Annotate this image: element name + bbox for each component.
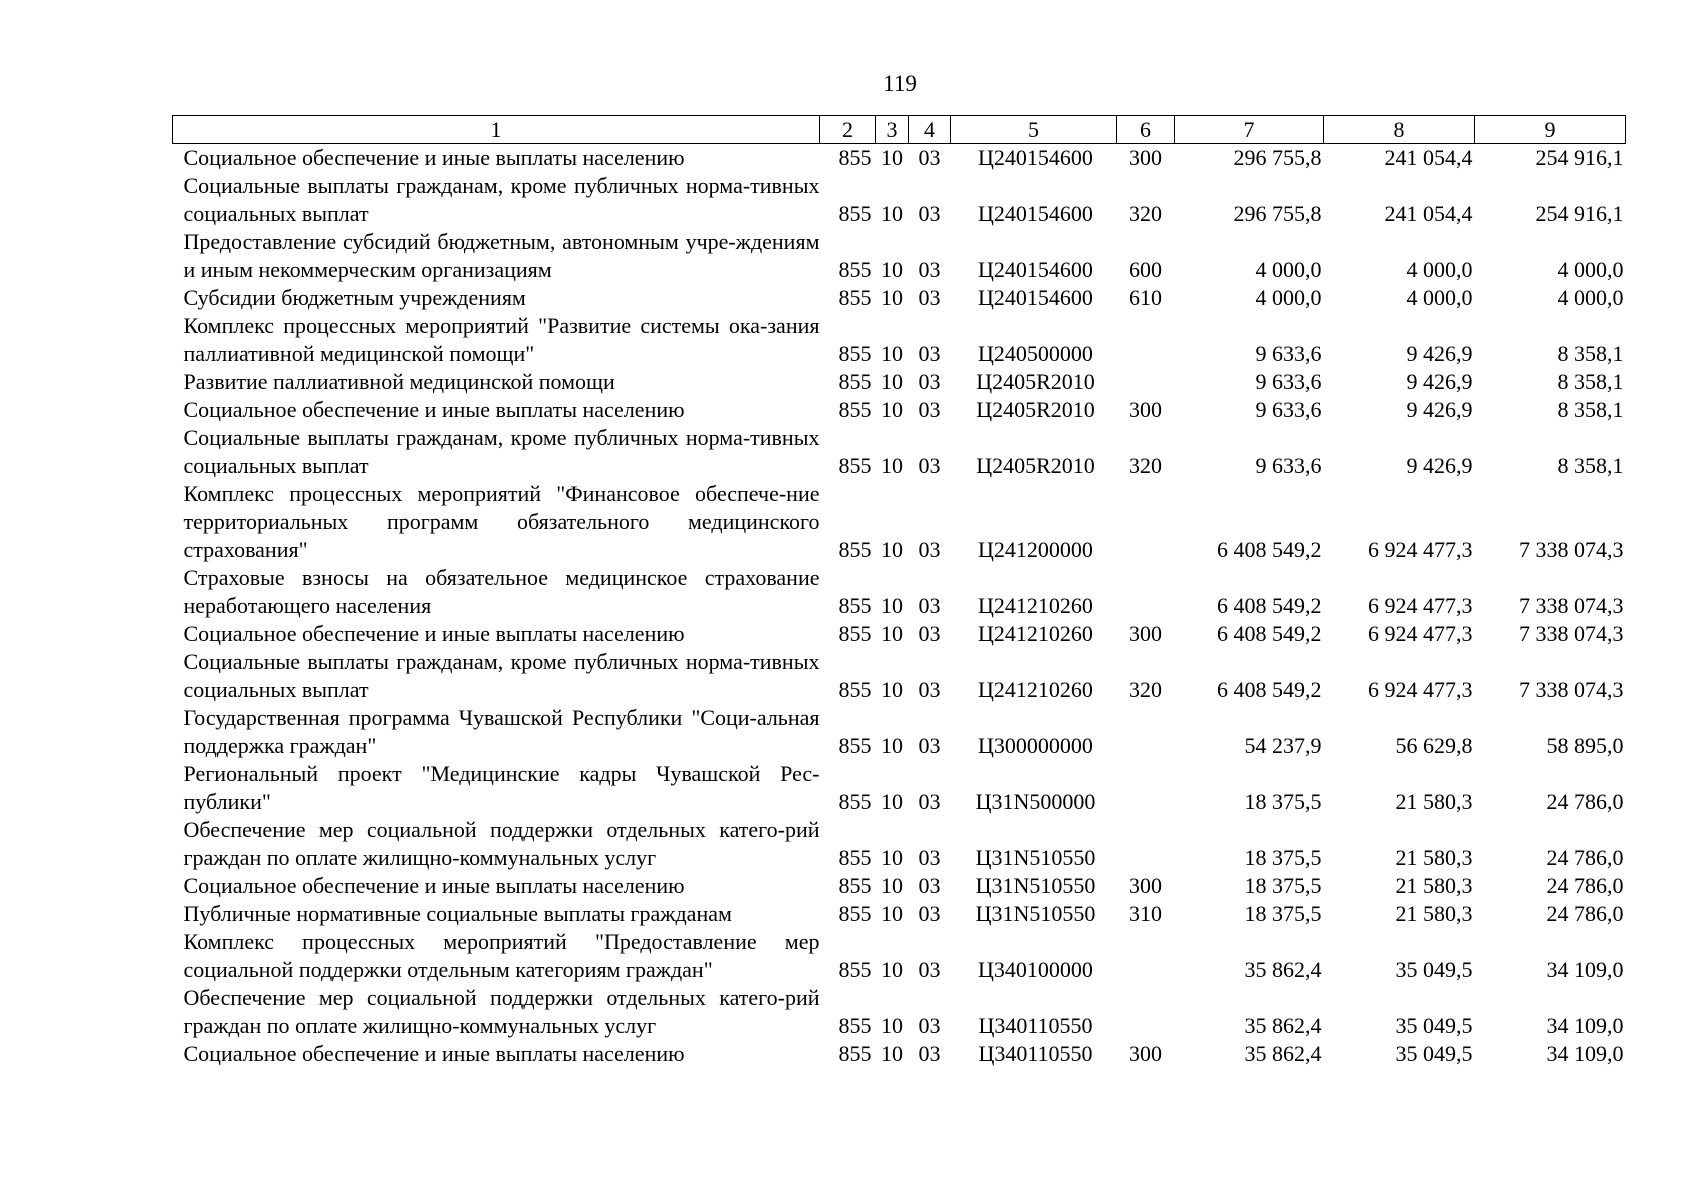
cell-amount-col9: 4 000,0 — [1557, 257, 1624, 282]
cell-expense-type: 300 — [1129, 873, 1162, 898]
column-header: 4 — [909, 116, 951, 144]
table-row — [173, 284, 1626, 312]
cell-amount-col8: 241 054,4 — [1384, 201, 1473, 226]
column-header: 6 — [1117, 116, 1175, 144]
cell-section-code: 10 — [881, 733, 903, 758]
cell-subsection-code: 03 — [918, 369, 941, 394]
cell-ministry-code: 855 — [838, 873, 872, 898]
cell-target-article: Ц31N510550 — [975, 873, 1096, 898]
cell-amount-col9: 7 338 074,3 — [1519, 593, 1624, 618]
cell-section-code: 10 — [881, 621, 903, 646]
table-row — [173, 984, 1626, 1040]
table-row — [173, 1040, 1626, 1068]
cell-amount-col7: 6 408 549,2 — [1217, 593, 1322, 618]
row-description: Государственная программа Чувашской Республики "Соци-альная поддержка граждан" — [183, 705, 820, 758]
row-description: Комплекс процессных мероприятий "Предоставление мер социальной поддержки отдельным категориям граждан" — [183, 929, 820, 982]
cell-amount-col8: 6 924 477,3 — [1368, 593, 1473, 618]
cell-subsection-code: 03 — [918, 285, 941, 310]
cell-section-code: 10 — [881, 901, 903, 926]
column-header: 9 — [1475, 116, 1626, 144]
cell-ministry-code: 855 — [838, 285, 872, 310]
table-row — [173, 648, 1626, 704]
cell-target-article: Ц240154600 — [978, 257, 1093, 282]
cell-ministry-code: 855 — [838, 593, 872, 618]
cell-ministry-code: 855 — [838, 845, 872, 870]
cell-amount-col8: 21 580,3 — [1395, 845, 1473, 870]
cell-target-article: Ц2405R2010 — [976, 369, 1095, 394]
page-number: 119 — [883, 71, 917, 96]
row-description: Социальное обеспечение и иные выплаты населению — [183, 873, 685, 898]
cell-amount-col7: 18 375,5 — [1244, 845, 1322, 870]
table-header — [173, 116, 1626, 144]
column-header: 2 — [820, 116, 876, 144]
cell-section-code: 10 — [881, 1041, 903, 1066]
cell-target-article: Ц241210260 — [978, 593, 1093, 618]
cell-amount-col8: 241 054,4 — [1384, 145, 1473, 170]
cell-amount-col9: 24 786,0 — [1546, 845, 1624, 870]
cell-amount-col7: 35 862,4 — [1244, 1041, 1322, 1066]
table-row — [173, 424, 1626, 480]
table-row — [173, 760, 1626, 816]
column-header: 7 — [1175, 116, 1324, 144]
cell-amount-col8: 4 000,0 — [1406, 285, 1473, 310]
cell-expense-type: 320 — [1129, 677, 1162, 702]
cell-amount-col8: 35 049,5 — [1395, 1041, 1473, 1066]
row-description: Обеспечение мер социальной поддержки отдельных катего-рий граждан по оплате жилищно-коммунальных услуг — [183, 817, 820, 870]
cell-target-article: Ц240154600 — [978, 145, 1093, 170]
cell-expense-type: 310 — [1129, 901, 1162, 926]
cell-section-code: 10 — [881, 845, 903, 870]
cell-subsection-code: 03 — [918, 733, 941, 758]
cell-ministry-code: 855 — [838, 257, 872, 282]
cell-amount-col8: 9 426,9 — [1406, 369, 1473, 394]
row-description: Региональный проект "Медицинские кадры Чувашской Рес-публики" — [183, 761, 820, 814]
cell-amount-col9: 7 338 074,3 — [1519, 537, 1624, 562]
cell-expense-type: 300 — [1129, 621, 1162, 646]
cell-subsection-code: 03 — [918, 621, 941, 646]
row-description: Страховые взносы на обязательное медицинское страхование неработающего населения — [183, 565, 820, 618]
cell-amount-col7: 9 633,6 — [1255, 341, 1322, 366]
cell-section-code: 10 — [881, 1013, 903, 1038]
cell-expense-type — [1117, 760, 1175, 816]
column-header: 8 — [1324, 116, 1475, 144]
cell-subsection-code: 03 — [918, 145, 941, 170]
table-row — [173, 396, 1626, 424]
row-description: Комплекс процессных мероприятий "Развитие системы ока-зания паллиативной медицинской помощи" — [183, 313, 820, 366]
cell-expense-type — [1117, 312, 1175, 368]
cell-amount-col7: 296 755,8 — [1233, 201, 1322, 226]
cell-target-article: Ц31N510550 — [975, 901, 1096, 926]
table-row — [173, 144, 1626, 173]
cell-target-article: Ц240154600 — [978, 285, 1093, 310]
cell-amount-col7: 18 375,5 — [1244, 901, 1322, 926]
cell-amount-col8: 9 426,9 — [1406, 341, 1473, 366]
cell-section-code: 10 — [881, 257, 903, 282]
cell-amount-col8: 56 629,8 — [1395, 733, 1473, 758]
cell-amount-col9: 58 895,0 — [1546, 733, 1624, 758]
table-row — [173, 228, 1626, 284]
cell-amount-col7: 35 862,4 — [1244, 1013, 1322, 1038]
cell-expense-type: 610 — [1129, 285, 1162, 310]
cell-ministry-code: 855 — [838, 1041, 872, 1066]
table-row — [173, 564, 1626, 620]
cell-section-code: 10 — [881, 873, 903, 898]
cell-section-code: 10 — [881, 369, 903, 394]
cell-amount-col8: 21 580,3 — [1395, 789, 1473, 814]
cell-ministry-code: 855 — [838, 369, 872, 394]
cell-ministry-code: 855 — [838, 537, 872, 562]
cell-amount-col9: 24 786,0 — [1546, 901, 1624, 926]
cell-amount-col9: 8 358,1 — [1557, 453, 1624, 478]
cell-section-code: 10 — [881, 397, 903, 422]
column-header: 1 — [173, 116, 820, 144]
cell-amount-col9: 24 786,0 — [1546, 873, 1624, 898]
cell-target-article: Ц240154600 — [978, 201, 1093, 226]
cell-amount-col9: 254 916,1 — [1535, 201, 1624, 226]
cell-amount-col7: 4 000,0 — [1255, 285, 1322, 310]
cell-subsection-code: 03 — [918, 957, 941, 982]
table-row — [173, 620, 1626, 648]
table-row — [173, 368, 1626, 396]
cell-amount-col9: 34 109,0 — [1546, 1041, 1624, 1066]
cell-section-code: 10 — [881, 285, 903, 310]
cell-section-code: 10 — [881, 145, 903, 170]
cell-amount-col9: 24 786,0 — [1546, 789, 1624, 814]
cell-section-code: 10 — [881, 201, 903, 226]
cell-ministry-code: 855 — [838, 341, 872, 366]
cell-target-article: Ц240500000 — [978, 341, 1093, 366]
cell-amount-col9: 8 358,1 — [1557, 341, 1624, 366]
cell-target-article: Ц2405R2010 — [976, 453, 1095, 478]
table-row — [173, 480, 1626, 564]
cell-expense-type — [1117, 480, 1175, 564]
row-description: Социальное обеспечение и иные выплаты населению — [183, 621, 685, 646]
cell-ministry-code: 855 — [838, 397, 872, 422]
cell-amount-col8: 6 924 477,3 — [1368, 621, 1473, 646]
cell-amount-col8: 9 426,9 — [1406, 397, 1473, 422]
table-row — [173, 928, 1626, 984]
cell-subsection-code: 03 — [918, 789, 941, 814]
cell-ministry-code: 855 — [838, 677, 872, 702]
cell-expense-type: 320 — [1129, 453, 1162, 478]
cell-ministry-code: 855 — [838, 453, 872, 478]
row-description: Социальное обеспечение и иные выплаты населению — [183, 397, 685, 422]
cell-target-article: Ц340110550 — [978, 1041, 1093, 1066]
cell-target-article: Ц241210260 — [978, 621, 1093, 646]
cell-amount-col8: 6 924 477,3 — [1368, 677, 1473, 702]
cell-subsection-code: 03 — [918, 677, 941, 702]
cell-section-code: 10 — [881, 957, 903, 982]
cell-expense-type — [1117, 564, 1175, 620]
cell-amount-col7: 296 755,8 — [1233, 145, 1322, 170]
row-description: Предоставление субсидий бюджетным, автономным учре-ждениям и иным некоммерческим организациям — [183, 229, 820, 282]
table-row — [173, 900, 1626, 928]
cell-amount-col7: 6 408 549,2 — [1217, 537, 1322, 562]
cell-target-article: Ц241210260 — [978, 677, 1093, 702]
cell-subsection-code: 03 — [918, 845, 941, 870]
cell-amount-col7: 6 408 549,2 — [1217, 677, 1322, 702]
cell-amount-col8: 21 580,3 — [1395, 901, 1473, 926]
cell-amount-col7: 35 862,4 — [1244, 957, 1322, 982]
cell-expense-type: 300 — [1129, 1041, 1162, 1066]
cell-expense-type — [1117, 928, 1175, 984]
cell-target-article: Ц340100000 — [978, 957, 1093, 982]
row-description: Социальные выплаты гражданам, кроме публичных норма-тивных социальных выплат — [183, 173, 820, 226]
cell-amount-col9: 8 358,1 — [1557, 397, 1624, 422]
cell-expense-type — [1117, 704, 1175, 760]
cell-ministry-code: 855 — [838, 901, 872, 926]
cell-expense-type — [1117, 368, 1175, 396]
cell-subsection-code: 03 — [918, 341, 941, 366]
cell-amount-col7: 9 633,6 — [1255, 369, 1322, 394]
cell-section-code: 10 — [881, 677, 903, 702]
cell-subsection-code: 03 — [918, 593, 941, 618]
cell-subsection-code: 03 — [918, 397, 941, 422]
row-description: Развитие паллиативной медицинской помощи — [183, 369, 615, 394]
cell-amount-col9: 254 916,1 — [1535, 145, 1624, 170]
cell-amount-col9: 7 338 074,3 — [1519, 621, 1624, 646]
cell-amount-col8: 35 049,5 — [1395, 957, 1473, 982]
budget-table — [172, 115, 1626, 1068]
table-row — [173, 172, 1626, 228]
cell-ministry-code: 855 — [838, 145, 872, 170]
cell-amount-col8: 35 049,5 — [1395, 1013, 1473, 1038]
cell-expense-type: 600 — [1129, 257, 1162, 282]
cell-amount-col7: 18 375,5 — [1244, 873, 1322, 898]
cell-section-code: 10 — [881, 537, 903, 562]
cell-amount-col9: 7 338 074,3 — [1519, 677, 1624, 702]
cell-target-article: Ц241200000 — [978, 537, 1093, 562]
table-body — [173, 144, 1626, 1069]
cell-amount-col9: 34 109,0 — [1546, 957, 1624, 982]
cell-expense-type: 300 — [1129, 145, 1162, 170]
cell-subsection-code: 03 — [918, 1041, 941, 1066]
row-description: Социальное обеспечение и иные выплаты населению — [183, 145, 685, 170]
cell-section-code: 10 — [881, 453, 903, 478]
cell-ministry-code: 855 — [838, 733, 872, 758]
cell-ministry-code: 855 — [838, 621, 872, 646]
cell-amount-col7: 54 237,9 — [1244, 733, 1322, 758]
cell-amount-col8: 6 924 477,3 — [1368, 537, 1473, 562]
row-description: Публичные нормативные социальные выплаты гражданам — [183, 901, 732, 926]
cell-section-code: 10 — [881, 789, 903, 814]
row-description: Социальные выплаты гражданам, кроме публичных норма-тивных социальных выплат — [183, 649, 820, 702]
cell-amount-col7: 6 408 549,2 — [1217, 621, 1322, 646]
row-description: Социальное обеспечение и иные выплаты населению — [183, 1041, 685, 1066]
cell-subsection-code: 03 — [918, 873, 941, 898]
cell-expense-type — [1117, 816, 1175, 872]
cell-target-article: Ц300000000 — [978, 733, 1093, 758]
cell-subsection-code: 03 — [918, 257, 941, 282]
cell-subsection-code: 03 — [918, 901, 941, 926]
cell-ministry-code: 855 — [838, 201, 872, 226]
cell-ministry-code: 855 — [838, 1013, 872, 1038]
cell-amount-col8: 9 426,9 — [1406, 453, 1473, 478]
cell-ministry-code: 855 — [838, 957, 872, 982]
cell-amount-col9: 8 358,1 — [1557, 369, 1624, 394]
cell-expense-type: 320 — [1129, 201, 1162, 226]
table-row — [173, 704, 1626, 760]
column-header: 3 — [876, 116, 909, 144]
row-description: Социальные выплаты гражданам, кроме публичных норма-тивных социальных выплат — [183, 425, 820, 478]
cell-expense-type — [1117, 984, 1175, 1040]
cell-amount-col7: 9 633,6 — [1255, 453, 1322, 478]
cell-target-article: Ц340110550 — [978, 1013, 1093, 1038]
cell-amount-col8: 21 580,3 — [1395, 873, 1473, 898]
cell-section-code: 10 — [881, 341, 903, 366]
cell-ministry-code: 855 — [838, 789, 872, 814]
cell-amount-col7: 9 633,6 — [1255, 397, 1322, 422]
row-description: Субсидии бюджетным учреждениям — [183, 285, 526, 310]
cell-expense-type: 300 — [1129, 397, 1162, 422]
table-row — [173, 872, 1626, 900]
cell-section-code: 10 — [881, 593, 903, 618]
cell-amount-col9: 34 109,0 — [1546, 1013, 1624, 1038]
cell-subsection-code: 03 — [918, 453, 941, 478]
cell-subsection-code: 03 — [918, 201, 941, 226]
cell-subsection-code: 03 — [918, 1013, 941, 1038]
cell-amount-col8: 4 000,0 — [1406, 257, 1473, 282]
row-description: Комплекс процессных мероприятий "Финансовое обеспече-ние территориальных программ обязательного медицинского страхования" — [183, 481, 820, 562]
row-description: Обеспечение мер социальной поддержки отдельных катего-рий граждан по оплате жилищно-коммунальных услуг — [183, 985, 820, 1038]
cell-amount-col7: 18 375,5 — [1244, 789, 1322, 814]
table-row — [173, 312, 1626, 368]
table-row — [173, 816, 1626, 872]
cell-amount-col9: 4 000,0 — [1557, 285, 1624, 310]
cell-target-article: Ц31N510550 — [975, 845, 1096, 870]
cell-target-article: Ц31N500000 — [975, 789, 1096, 814]
column-header: 5 — [951, 116, 1117, 144]
cell-subsection-code: 03 — [918, 537, 941, 562]
cell-target-article: Ц2405R2010 — [976, 397, 1095, 422]
cell-amount-col7: 4 000,0 — [1255, 257, 1322, 282]
